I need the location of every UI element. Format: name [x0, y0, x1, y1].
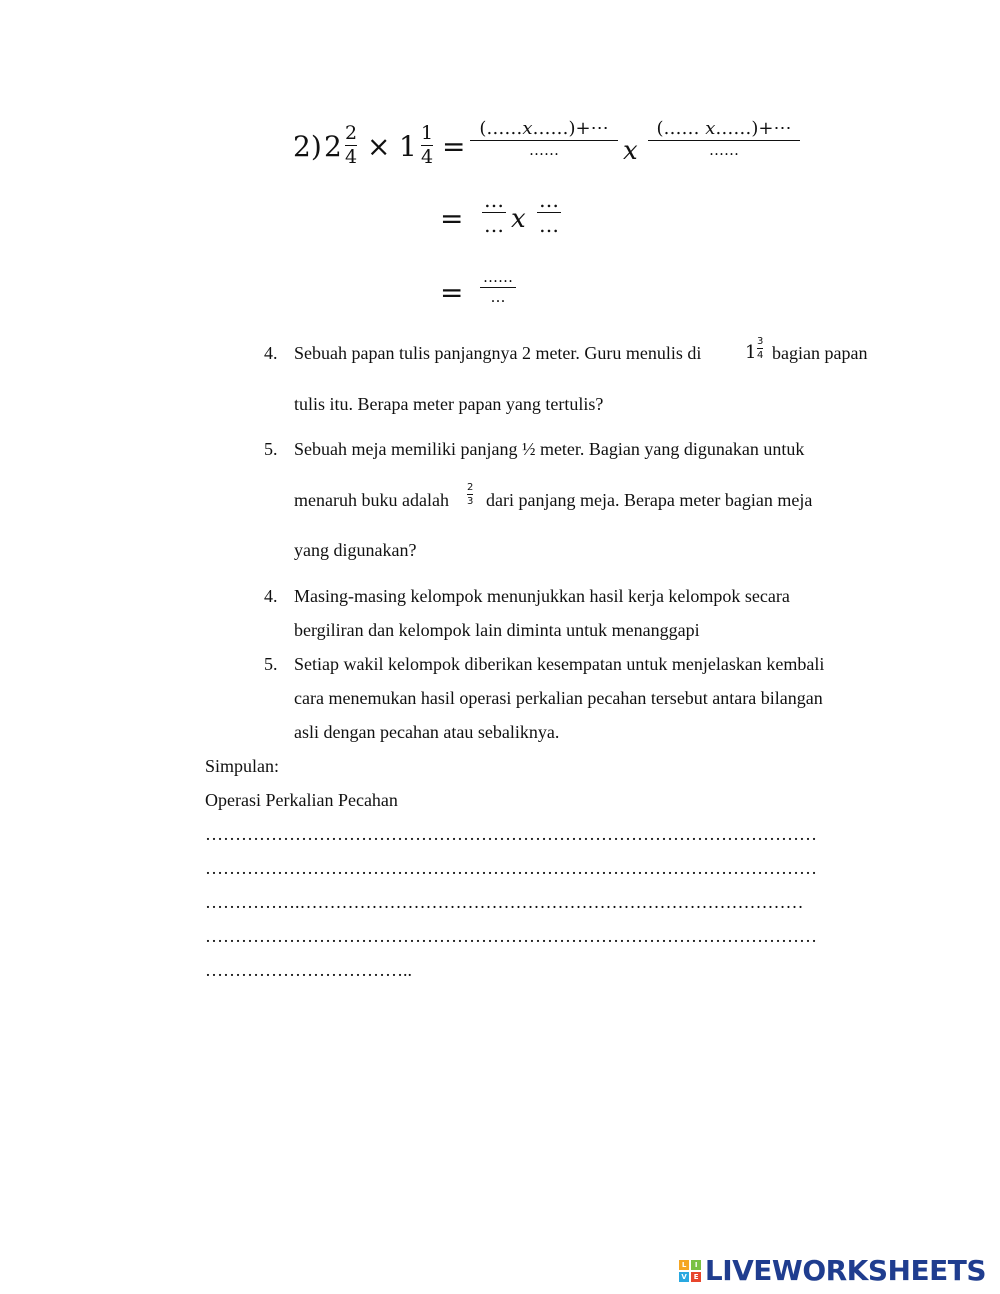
answer-line-5[interactable]: …………………………….. [205, 960, 412, 980]
problem-5-line1: Sebuah meja memiliki panjang ½ meter. Bagian yang digunakan untuk [294, 439, 805, 459]
equals-sign: = [442, 130, 466, 163]
step-5-number: 5. [264, 654, 278, 674]
line2-fraction-2-num: … [539, 188, 559, 212]
problem-4-whole: 1 [745, 342, 757, 363]
mixed2-numerator: 1 [421, 122, 434, 144]
mixed1-denominator: 4 [345, 146, 358, 168]
times-sign: × [367, 130, 391, 163]
line3-numerator: …… [483, 268, 513, 286]
answer-line-3[interactable]: …………….………………………………………………………………………… [205, 892, 804, 912]
mixed1-whole: 2 [324, 130, 342, 163]
step-4-line2: bergiliran dan kelompok lain diminta untuk menanggapi [294, 620, 700, 640]
problem-4-line1-end: bagian papan [772, 343, 868, 363]
fraction-a [470, 120, 618, 158]
problem-5-line2-end: dari panjang meja. Berapa meter bagian meja [486, 490, 813, 510]
mixed1-fraction [345, 124, 357, 167]
line2-fraction-2-den: … [539, 213, 559, 237]
problem-4-frac-num: 3 [757, 336, 764, 347]
answer-line-4[interactable]: ………………………………………………………………………………………… [205, 926, 817, 946]
line2-fraction-2 [537, 190, 561, 235]
problem-5-line2: menaruh buku adalah [294, 490, 449, 510]
logo-text: LIVEWORKSHEETS [704, 1254, 986, 1287]
logo-block-e: E [691, 1272, 701, 1282]
step-5-line2: cara menemukan hasil operasi perkalian pecahan tersebut antara bilangan [294, 688, 823, 708]
fraction-b-numerator: (…… 𝑥……)+⋯ [656, 118, 792, 139]
equation-label: 2) [293, 130, 322, 163]
mixed1-numerator: 2 [345, 122, 358, 144]
line3-denominator: … [490, 288, 506, 306]
conclusion-subheading: Operasi Perkalian Pecahan [205, 790, 398, 810]
problem-4-number: 4. [264, 343, 278, 363]
equals-sign-2: = [440, 202, 464, 235]
mixed2-fraction [421, 124, 433, 167]
problem-5-line3: yang digunakan? [294, 540, 417, 560]
fraction-a-denominator: …… [529, 141, 559, 159]
logo-blocks-icon [679, 1260, 701, 1282]
mixed2-denominator: 4 [421, 146, 434, 168]
problem-4-line1: Sebuah papan tulis panjangnya 2 meter. Guru menulis di [294, 343, 702, 363]
step-5-line1: Setiap wakil kelompok diberikan kesempatan untuk menjelaskan kembali [294, 654, 825, 674]
answer-line-1[interactable]: ………………………………………………………………………………………… [205, 824, 817, 844]
problem-5-fraction [467, 482, 473, 507]
line2-fraction-1-den: … [484, 213, 504, 237]
fraction-b-denominator: …… [709, 141, 739, 159]
line2-fraction-1-num: … [484, 188, 504, 212]
fraction-b [648, 120, 800, 158]
problem-4-line2: tulis itu. Berapa meter papan yang tertulis? [294, 394, 604, 414]
step-4-line1: Masing-masing kelompok menunjukkan hasil kerja kelompok secara [294, 586, 790, 606]
conclusion-heading: Simpulan: [205, 756, 280, 776]
answer-line-2[interactable]: ………………………………………………………………………………………… [205, 858, 817, 878]
liveworksheets-logo [679, 1254, 986, 1287]
logo-block-i: I [691, 1260, 701, 1270]
equals-sign-3: = [440, 276, 464, 309]
logo-block-l: L [679, 1260, 689, 1270]
step-5-line3: asli dengan pecahan atau sebaliknya. [294, 722, 560, 742]
fraction-a-numerator: (……𝑥……)+⋯ [479, 118, 609, 139]
line3-fraction [480, 270, 516, 305]
line2-fraction-1 [482, 190, 506, 235]
multiply-x: 𝑥 [623, 136, 638, 166]
problem-4-fraction [757, 336, 763, 361]
problem-5-frac-num: 2 [467, 482, 474, 493]
mixed2-whole: 1 [399, 130, 417, 163]
step-4-number: 4. [264, 586, 278, 606]
logo-block-v: V [679, 1272, 689, 1282]
problem-5-frac-den: 3 [467, 496, 474, 507]
problem-5-number: 5. [264, 439, 278, 459]
line2-x: 𝑥 [511, 204, 526, 234]
problem-4-frac-den: 4 [757, 350, 764, 361]
